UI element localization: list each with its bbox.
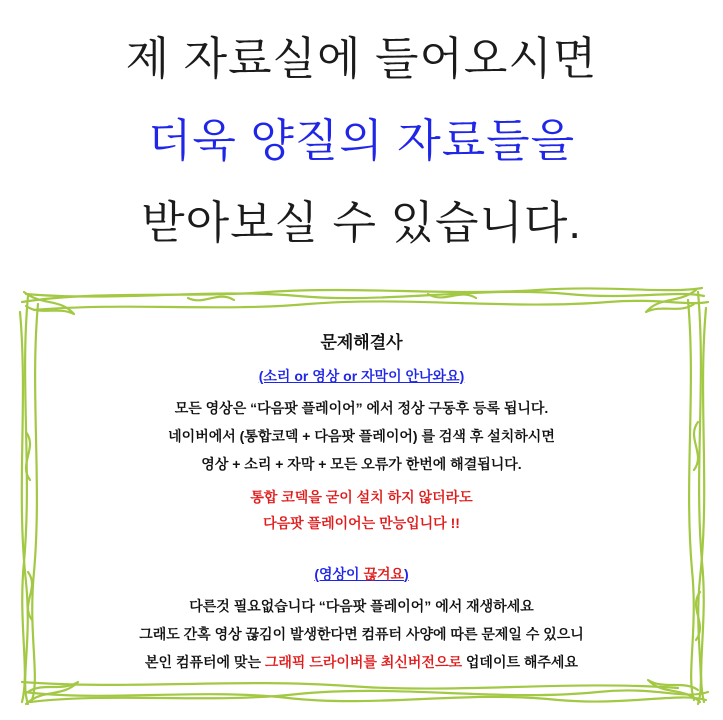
section2-line-1: 다른것 필요없습니다 “다음팟 플레이어” 에서 재생하세요 [189, 598, 534, 614]
section2-heading-prefix: (영상이 [314, 566, 364, 582]
section1-line-1: 모든 영상은 “다음팟 플레이어” 에서 정상 구동후 등록 됩니다. [174, 400, 549, 416]
section2-last-part1: 본인 컴퓨터에 맞는 [145, 654, 265, 670]
section2-last-part3: 업데이트 해주세요 [462, 654, 578, 670]
headline-line-1: 제 자료실에 들어오시면 [125, 33, 598, 84]
section1-warning-1: 통합 코덱을 굳이 설치 하지 않더라도 [250, 489, 473, 505]
section2-last-highlight: 그래픽 드라이버를 최신버전으로 [264, 654, 462, 670]
note-title: 문제해결사 [320, 333, 403, 352]
section1-line-3: 영상 + 소리 + 자막 + 모든 오류가 한번에 해결됩니다. [201, 456, 522, 472]
section1-warning-2: 다음팟 플레이어는 만능입니다 !! [263, 515, 460, 531]
section2-heading-highlight: 끊겨요 [363, 566, 405, 582]
headline-line-2: 더욱 양질의 자료들을 [147, 115, 576, 166]
headline-block [0, 18, 723, 264]
section2-heading [0, 562, 723, 586]
headline-line-3: 받아보실 수 있습니다. [141, 197, 582, 248]
section1-heading: (소리 or 영상 or 자막이 안나와요) [258, 368, 465, 384]
section1-line-2: 네이버에서 (통합코덱 + 다음팟 플레이어) 를 검색 후 설치하시면 [168, 428, 555, 444]
spacer [0, 536, 723, 562]
section2-line-3 [0, 648, 723, 676]
section2-heading-suffix: ) [404, 566, 409, 582]
section2-line-2: 그래도 간혹 영상 끊김이 발생한다면 컴퓨터 사양에 따른 문제일 수 있으니 [139, 626, 584, 642]
note-content [0, 330, 723, 676]
